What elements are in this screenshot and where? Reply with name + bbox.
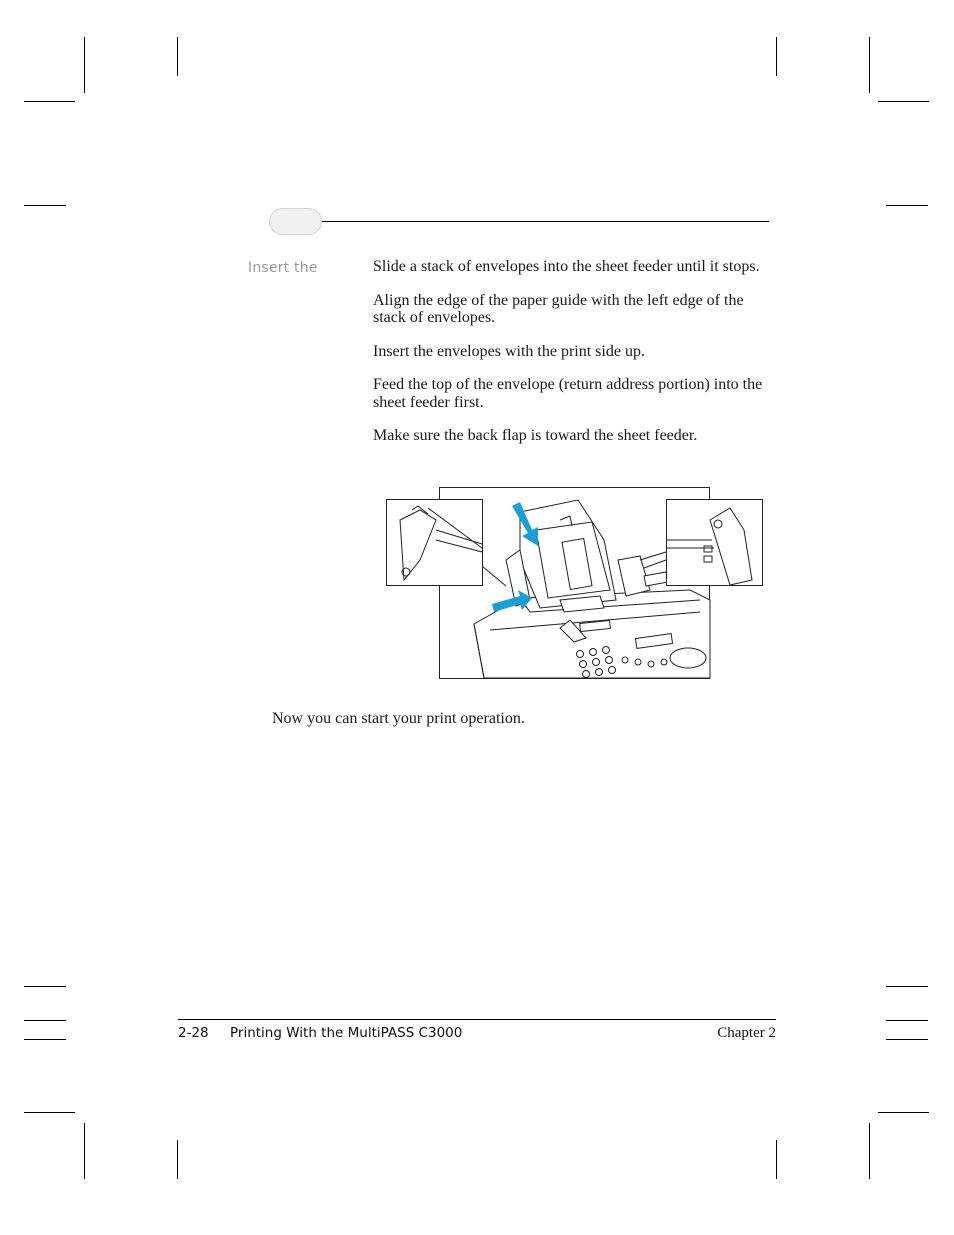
instruction-paragraph: Slide a stack of envelopes into the sheet feeder until it stops. [373,258,760,275]
footer-title: Printing With the MultiPASS C3000 [230,1025,463,1041]
side-heading: Insert the [248,260,318,276]
instruction-paragraph: Feed the top of the envelope (return address portion) into the sheet feeder first. [373,376,763,411]
closing-text: Now you can start your print operation. [272,710,525,727]
footer-rule [178,1019,776,1020]
instruction-paragraph: Insert the envelopes with the print side up. [373,342,645,360]
section-tab [269,208,322,235]
page-footer [178,1025,776,1045]
printer-envelope-loading-illustration [385,487,764,680]
instruction-paragraph: Align the edge of the paper guide with the left edge of the stack of envelopes. [373,291,744,326]
header-rule [322,221,769,222]
instruction-paragraph: Make sure the back flap is toward the sheet feeder. [373,427,698,444]
instruction-list [373,258,773,461]
footer-chapter: Chapter 2 [717,1025,776,1041]
page-number: 2-28 [178,1025,209,1041]
